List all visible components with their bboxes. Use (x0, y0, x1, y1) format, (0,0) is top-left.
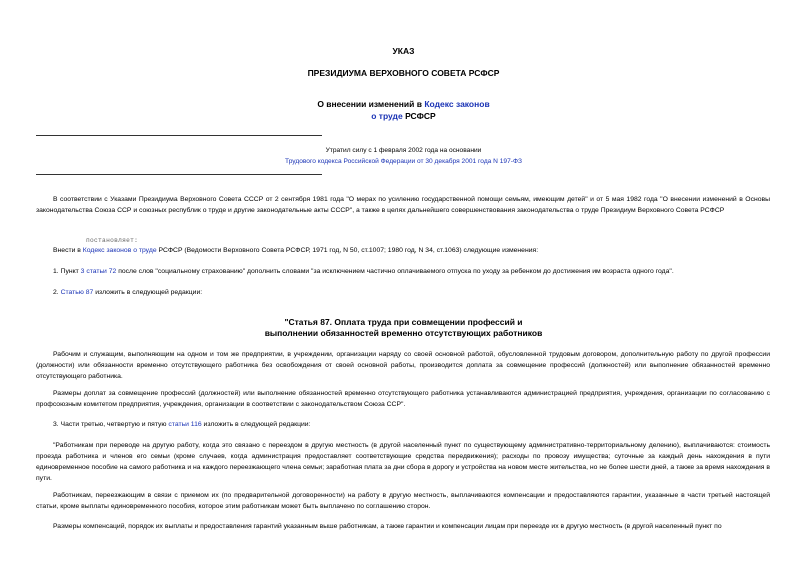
act-title-suffix: РСФСР (405, 111, 436, 121)
kzot-link[interactable]: Кодекс законов (424, 99, 490, 109)
act-title-prefix: О внесении изменений в (317, 99, 422, 109)
repeal-basis-link[interactable]: Трудового кодекса Российской Федерации от 30 декабря 2001 года N 197-ФЗ (285, 158, 522, 165)
article-87-heading-line2: выполнении обязанностей временно отсутствующих работников (264, 328, 543, 338)
item-3-prefix: 3. Части третью, четвертую и пятую (53, 421, 167, 428)
kzot-full-link[interactable]: Кодекс законов о труде (82, 247, 157, 254)
divider-bottom (36, 174, 322, 175)
article-87-paragraph-2: Размеры доплат за совмещение профессий (должностей) или выполнение обязанностей временно отсутствующего работника устанавливаются администрацией предприятия, учреждения, организации по согласованию с профсоюзным комитетом предприятия, учреждения, организации в соответствии с законодательством Союза ССР". (36, 390, 770, 408)
article-116-paragraph-3: Размеры компенсаций, порядок их выплаты и предоставления гарантий указанным выше работникам, а также гарантии и компенсации лицам при переезде их в другую местность (в другой населенный пункт по (53, 523, 722, 530)
labor-law-link[interactable]: о труде (371, 111, 403, 121)
document-type: УКАЗ (392, 46, 415, 56)
act-title-line2 (0, 111, 807, 121)
status-line1: Утратил силу с 1 февраля 2002 года на основании (325, 147, 482, 154)
item-3-suffix: изложить в следующей редакции: (203, 421, 311, 428)
divider-top (36, 135, 322, 136)
article-87-link[interactable]: Статью 87 (60, 289, 94, 296)
resolves-label: постановляет: (86, 237, 139, 244)
preamble-paragraph: В соответствии с Указами Президиума Верховного Совета СССР от 2 сентября 1981 года "О мерах по усилению государственной помощи семьям, имеющим детей" и от 5 мая 1982 года "О внесении изменений в Основы законодательства Союза ССР и союзных республик о труде и другие законодательные акты СССР", а также в целях дальнейшего совершенствования законодательства о труде Президиум Верховного Совета РСФСР (36, 196, 770, 214)
article-116-paragraph-2: Работникам, переезжающим в связи с приемом их (по предварительной договоренности) на работу в другую местность, выплачиваются компенсации и предоставляются гарантии, указанные в части третьей настоящей статьи, кроме выплаты единовременного пособия, которое этим работникам может быть выплачено по соглашению сторон. (36, 492, 770, 510)
intro-suffix: РСФСР (Ведомости Верховного Совета РСФСР, 1971 год, N 50, ст.1007; 1980 год, N 34, ст.1063) следующие изменения: (158, 247, 539, 254)
intro-paragraph (36, 245, 770, 256)
item-2-prefix: 2. (53, 289, 59, 296)
article-72-link[interactable]: 3 статьи 72 (80, 268, 117, 275)
item-3-paragraph (36, 419, 770, 430)
item-2-suffix: изложить в следующей редакции: (95, 289, 203, 296)
item-2-paragraph (36, 287, 770, 298)
item-1-suffix: после слов "социальному страхованию" дополнить словами "за исключением частично оплачиваемого отпуска по уходу за ребенком до достижения им возраста одного года". (118, 268, 674, 275)
intro-prefix: Внести в (53, 247, 81, 254)
item-1-paragraph (36, 266, 770, 277)
article-116-paragraph-1: "Работникам при переводе на другую работу, когда это связано с переездом в другую местность (в другой населенный пункт по существующему административно-территориальному делению), выплачиваются: стоимость проезда работника и членов его семьи (кроме случаев, когда администрация предоставляет соответствующие средства передвижения); расходы по провозу имущества; суточные за каждый день нахождения в пути единовременное пособие на самого работника и на каждого переезжающего члена семьи; заработная плата за дни сбора в дорогу и устройства на новом месте жительства, но не более шести дней, а также за время нахождения в пути. (36, 442, 770, 482)
act-title-line1 (0, 99, 807, 109)
article-116-link[interactable]: статьи 116 (168, 421, 202, 428)
article-87-heading-line1: "Статья 87. Оплата труда при совмещении профессий и (284, 317, 523, 327)
issuing-body: ПРЕЗИДИУМА ВЕРХОВНОГО СОВЕТА РСФСР (307, 68, 500, 78)
article-87-paragraph-1: Рабочим и служащим, выполняющим на одном и том же предприятии, в учреждении, организации наряду со своей основной работой, обусловленной трудовым договором, дополнительную работу по другой профессии (должности) или обязанности временно отсутствующего работника без освобождения от своей основной работы, производится доплата за совмещение профессий (должностей) или выполнение обязанностей временно отсутствующего работника. (36, 351, 770, 380)
item-1-prefix: 1. Пункт (53, 268, 79, 275)
